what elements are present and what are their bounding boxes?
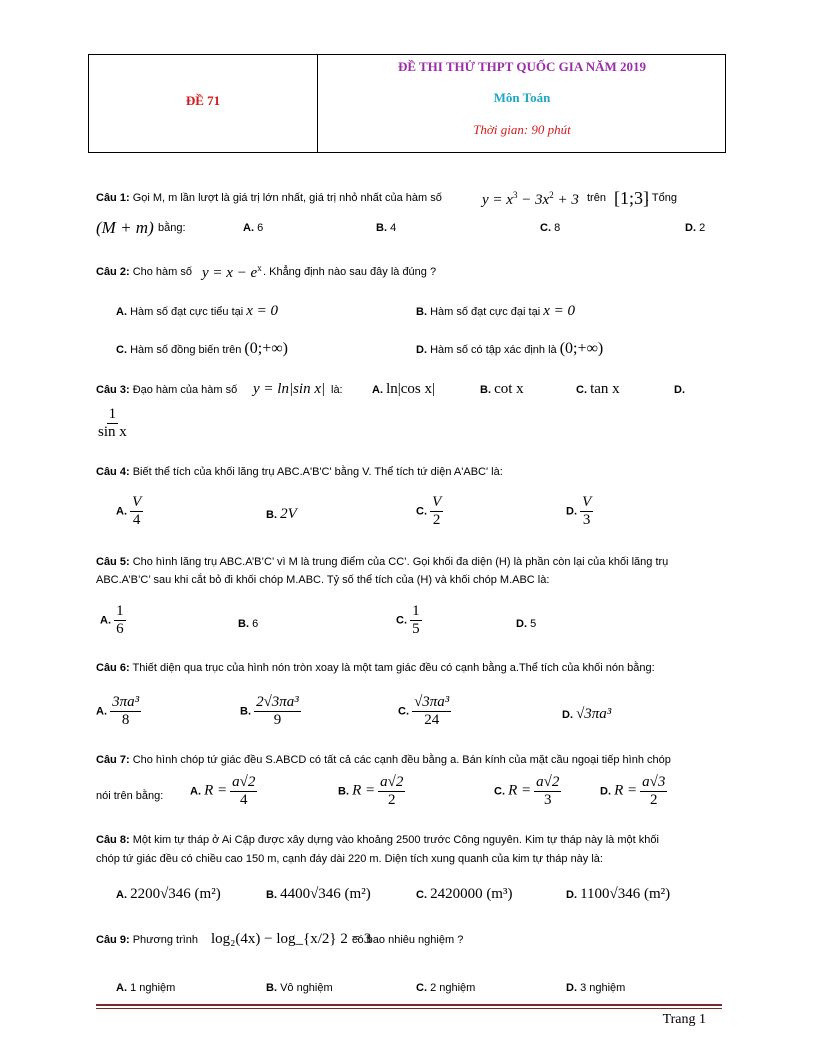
q8-answer-a: A. 2200√346 (m²) xyxy=(116,886,221,902)
exam-subject: Môn Toán xyxy=(493,90,551,105)
q1-tong: . Tổng xyxy=(646,192,677,204)
q3-function: y = ln|sin x| xyxy=(253,381,326,397)
q1-interval: [1;3] xyxy=(614,188,649,208)
q5-line2: ABC.A’B’C’ sau khi cắt bỏ đi khối chóp M.ABC. Tỷ số thể tích của (H) và khối chóp M.ABC là: xyxy=(96,574,550,586)
q9-answer-d: D. 3 nghiệm xyxy=(566,982,626,994)
q8-answer-c: C. 2420000 (m³) xyxy=(416,886,513,902)
q2-answer-a: A. Hàm số đạt cực tiểu tại x = 0 xyxy=(116,303,279,319)
q7-answer-b: B. R = $\frac{a√2}{2}$ xyxy=(338,774,404,809)
q5-answer-a: A. $\frac{1}{6}$ xyxy=(100,603,124,638)
question-4: Câu 4: Biết thể tích của khối lăng trụ ABC.A'B'C' bằng V. Thể tích tứ diện A'ABC' là: xyxy=(96,466,503,478)
q4-answer-b: B. 2V xyxy=(266,506,297,522)
q5-answer-b: B. 6 xyxy=(238,618,259,630)
exam-title: ĐỀ THI THỬ THPT QUỐC GIA NĂM 2019 xyxy=(397,59,647,74)
q3-la: là: xyxy=(331,384,343,396)
q1-answer-b: B. 4 xyxy=(376,222,397,234)
q6-answer-a: A. $\frac{\text{3πa³}}{8}$ xyxy=(96,694,140,729)
q1-bang: bằng: xyxy=(158,222,186,234)
question-3: Câu 3: Đạo hàm của hàm số xyxy=(96,384,238,396)
q9-equation: log₂(4x) − log_{x/2} 2 = 3 xyxy=(211,931,372,947)
q4-answer-c: C. $\frac{V}{2}$ xyxy=(416,494,442,529)
q3-answer-d: $\frac{1}{\text{sin x}}$ xyxy=(98,406,127,441)
q8-line2: chóp tứ giác đều có chiều cao 150 m, cạnh đáy dài 220 m. Diện tích xung quanh của kim tự tháp này là: xyxy=(96,853,603,865)
q2-answer-d: D. Hàm số có tập xác định là (0;+∞) xyxy=(416,340,604,357)
q3-answer-d-label: D. xyxy=(674,384,685,396)
exam-time: Thời gian: 90 phút xyxy=(473,122,571,137)
q6-answer-c: C. $\frac{\text{√3πa³}}{24}$ xyxy=(398,694,450,729)
q9-text2: có bao nhiêu nghiệm ? xyxy=(352,934,464,946)
page-number: Trang 1 xyxy=(662,1012,706,1027)
q4-answer-d: D. $\frac{V}{3}$ xyxy=(566,494,592,529)
q7-answer-a: A. R = $\frac{a√2}{4}$ xyxy=(190,774,256,809)
question-8: Câu 8: Một kim tự tháp ở Ai Cập được xây dựng vào khoảng 2500 trước Công nguyên. Kim tự tháp này là một khối xyxy=(96,834,659,846)
q3-answer-c: C. tan x xyxy=(576,381,620,397)
question-9: Câu 9: Phương trình xyxy=(96,934,199,946)
q6-answer-d: D. √3πa³ xyxy=(562,706,612,722)
question-text: Gọi M, m lần lượt là giá trị lớn nhất, giá trị nhỏ nhất của hàm số xyxy=(132,192,442,204)
q4-answer-a: A. $\frac{V}{4}$ xyxy=(116,494,142,529)
q9-answer-b: B. Vô nghiệm xyxy=(266,982,333,994)
q7-answer-c: C. R = $\frac{a√2}{3}$ xyxy=(494,774,560,809)
question-2: Câu 2: Cho hàm số xyxy=(96,266,192,278)
q6-answer-b: B. $\frac{\text{2√3πa³}}{9}$ xyxy=(240,694,299,729)
q8-answer-d: D. 1100√346 (m²) xyxy=(566,886,671,902)
q2-answer-b: B. Hàm số đạt cực đại tại x = 0 xyxy=(416,303,575,319)
q3-answer-b: B. cot x xyxy=(480,381,524,397)
q3-answer-a: A. ln|cos x| xyxy=(372,381,435,397)
q5-answer-c: C. $\frac{1}{5}$ xyxy=(396,603,420,638)
q1-answer-a: A. 6 xyxy=(243,222,264,234)
q1-answer-c: C. 8 xyxy=(540,222,561,234)
q1-function: $y = x^3 - 3x^2 + 3$ xyxy=(482,190,579,208)
q2-answer-c: C. Hàm số đồng biến trên (0;+∞) xyxy=(116,340,288,357)
q1-expr: (M + m) xyxy=(96,218,154,237)
q2-text2: . Khẳng định nào sau đây là đúng ? xyxy=(263,266,437,278)
question-5: Câu 5: Cho hình lăng trụ ABC.A’B’C’ vì M là trung điểm của CC’. Gọi khối đa diện (H) là phần còn lại của khối lăng trụ xyxy=(96,556,669,568)
q7-answer-d: D. R = $\frac{a√3}{2}$ xyxy=(600,774,666,809)
q1-answer-d: D. 2 xyxy=(685,222,706,234)
question-7: Câu 7: Cho hình chóp tứ giác đều S.ABCD có tất cả các cạnh đều bằng a. Bán kính của mặt cầu ngoại tiếp hình chóp xyxy=(96,754,671,766)
q9-answer-c: C. 2 nghiệm xyxy=(416,982,476,994)
q5-answer-d: D. 5 xyxy=(516,618,537,630)
question-label: Câu 1: xyxy=(96,192,130,204)
question-1 xyxy=(96,192,442,204)
footer-rule xyxy=(96,1004,722,1006)
q8-answer-b: B. 4400√346 (m²) xyxy=(266,886,371,902)
exam-header-table xyxy=(88,54,726,153)
q7-line2: nói trên bằng: xyxy=(96,790,164,802)
question-6: Câu 6: Thiết diện qua trục của hình nón tròn xoay là một tam giác đều có cạnh bằng a.Thể tích của khối nón bằng: xyxy=(96,662,655,674)
q2-function: $y = x - e^x$ xyxy=(202,263,262,281)
q9-answer-a: A. 1 nghiệm xyxy=(116,982,176,994)
footer-rule-thin xyxy=(96,1008,722,1009)
exam-code: ĐỀ 71 xyxy=(185,93,221,108)
q1-on: trên xyxy=(587,192,606,204)
